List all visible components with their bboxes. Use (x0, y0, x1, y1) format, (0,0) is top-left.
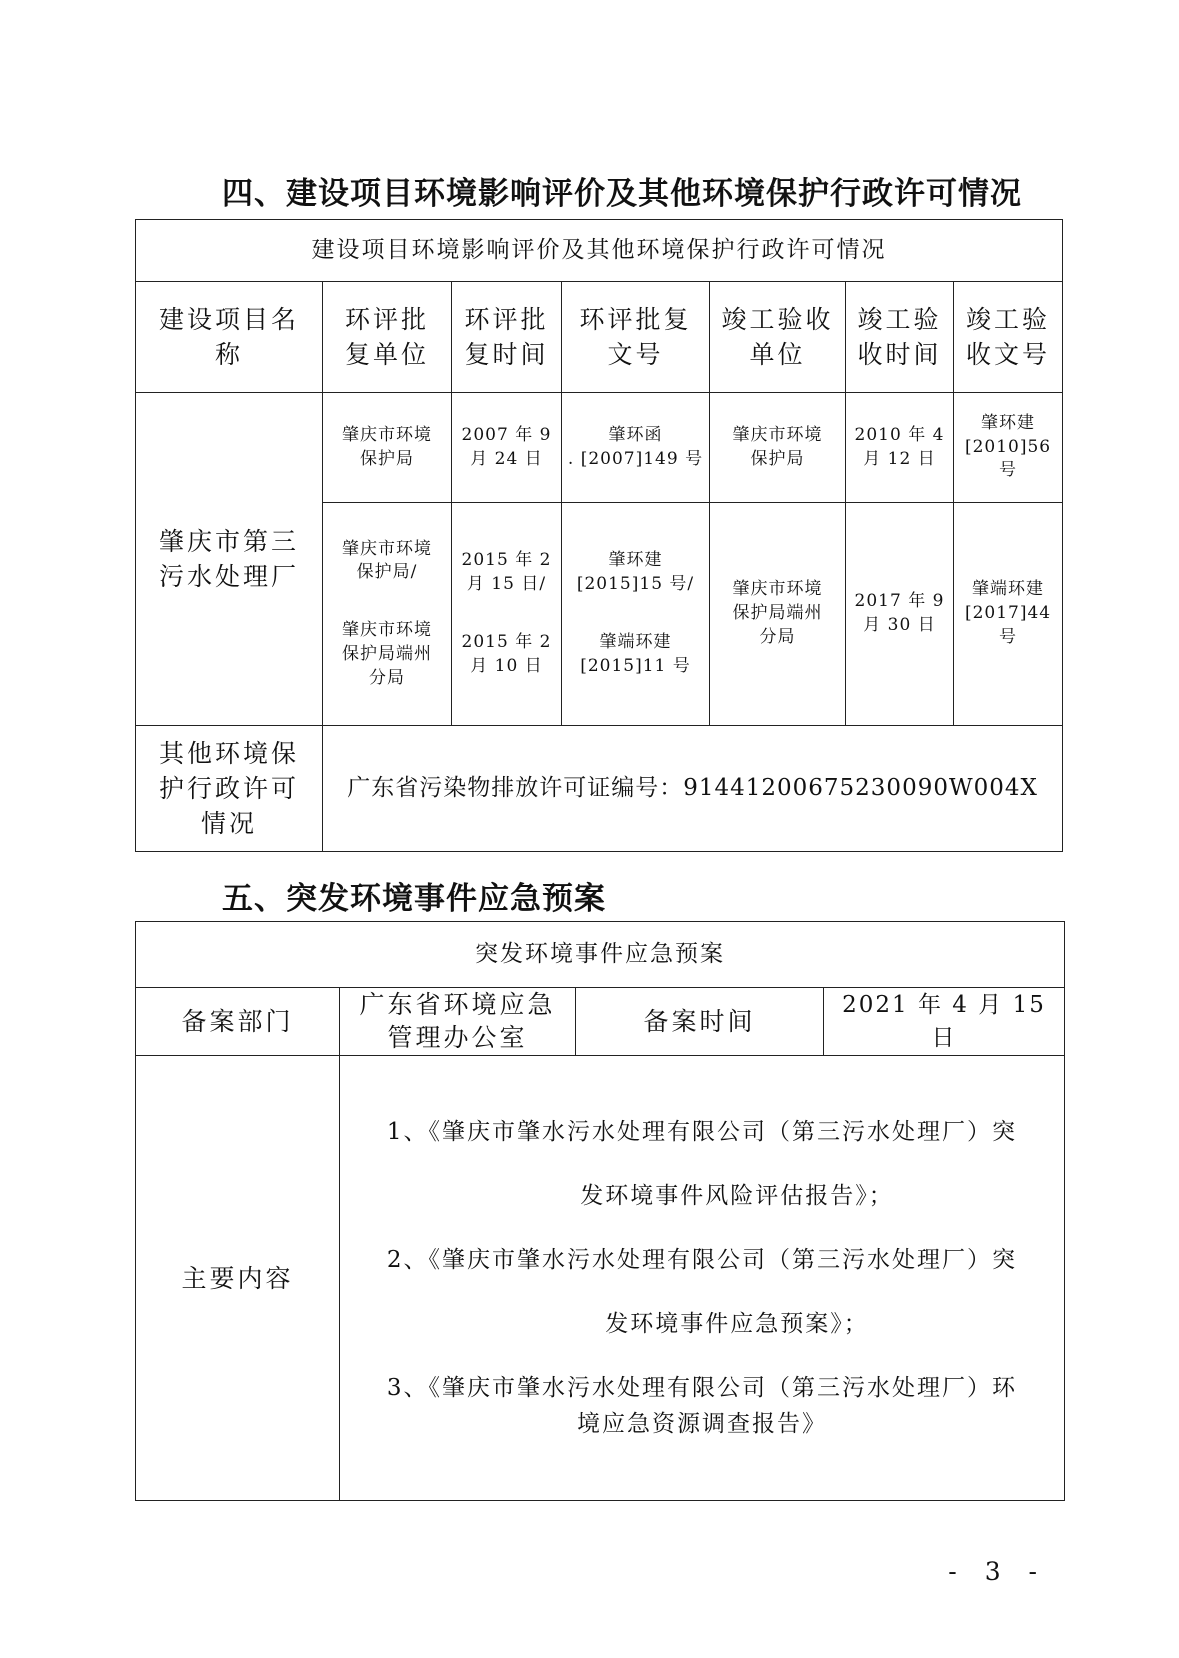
section4-heading: 四、建设项目环境影响评价及其他环境保护行政许可情况 (222, 176, 1022, 212)
row1-acceptance-unit: 肇庆市环境 保护局 (710, 393, 846, 503)
eia-table-caption: 建设项目环境影响评价及其他环境保护行政许可情况 (136, 220, 1063, 282)
content-list (340, 1056, 1065, 1501)
content-label: 主要内容 (136, 1056, 340, 1501)
row1-acceptance-doc: 肇环建 [2010]56 号 (954, 393, 1063, 503)
header-acceptance-doc: 竣工验 收文号 (954, 282, 1063, 393)
row1-acceptance-time: 2010 年 4 月 12 日 (846, 393, 954, 503)
header-approval-doc: 环评批复 文号 (562, 282, 710, 393)
header-acceptance-unit: 竣工验收 单位 (710, 282, 846, 393)
list-item: 3、《肇庆市肇水污水处理有限公司（第三污水处理厂）环 境应急资源调查报告》 (386, 1375, 1018, 1437)
other-permit-label: 其他环境保 护行政许可 情况 (136, 726, 323, 852)
other-permit-value: 广东省污染物排放许可证编号：91441200675230090W004X (323, 726, 1063, 852)
row1-approval-unit: 肇庆市环境 保护局 (323, 393, 452, 503)
row2-acceptance-time: 2017 年 9 月 30 日 (846, 503, 954, 726)
project-name-cell: 肇庆市第三 污水处理厂 (136, 393, 323, 726)
row2-approval-time: 2015 年 2 月 15 日/ 2015 年 2 月 10 日 (452, 503, 562, 726)
filing-dept-value: 广东省环境应急 管理办公室 (340, 988, 576, 1056)
eia-permit-table (135, 219, 1063, 852)
list-item: 2、《肇庆市肇水污水处理有限公司（第三污水处理厂）突 发环境事件应急预案》； (386, 1247, 1018, 1337)
row2-acceptance-doc: 肇端环建 [2017]44 号 (954, 503, 1063, 726)
filing-time-value: 2021 年 4 月 15 日 (824, 988, 1065, 1056)
header-project-name: 建设项目名 称 (136, 282, 323, 393)
emergency-table-caption: 突发环境事件应急预案 (136, 922, 1065, 988)
emergency-plan-table (135, 921, 1065, 1501)
filing-dept-label: 备案部门 (136, 988, 340, 1056)
page-number: - 3 - (948, 1557, 1047, 1586)
row2-approval-unit: 肇庆市环境 保护局/ 肇庆市环境 保护局端州 分局 (323, 503, 452, 726)
row2-approval-doc: 肇环建 [2015]15 号/ 肇端环建 [2015]11 号 (562, 503, 710, 726)
header-approval-unit: 环评批 复单位 (323, 282, 452, 393)
list-item: 1、《肇庆市肇水污水处理有限公司（第三污水处理厂）突 发环境事件风险评估报告》； (386, 1119, 1018, 1209)
filing-time-label: 备案时间 (576, 988, 824, 1056)
row1-approval-time: 2007 年 9 月 24 日 (452, 393, 562, 503)
row1-approval-doc: 肇环函 . [2007]149 号 (562, 393, 710, 503)
header-approval-time: 环评批 复时间 (452, 282, 562, 393)
header-acceptance-time: 竣工验 收时间 (846, 282, 954, 393)
section5-heading: 五、突发环境事件应急预案 (222, 881, 606, 917)
row2-acceptance-unit: 肇庆市环境 保护局端州 分局 (710, 503, 846, 726)
